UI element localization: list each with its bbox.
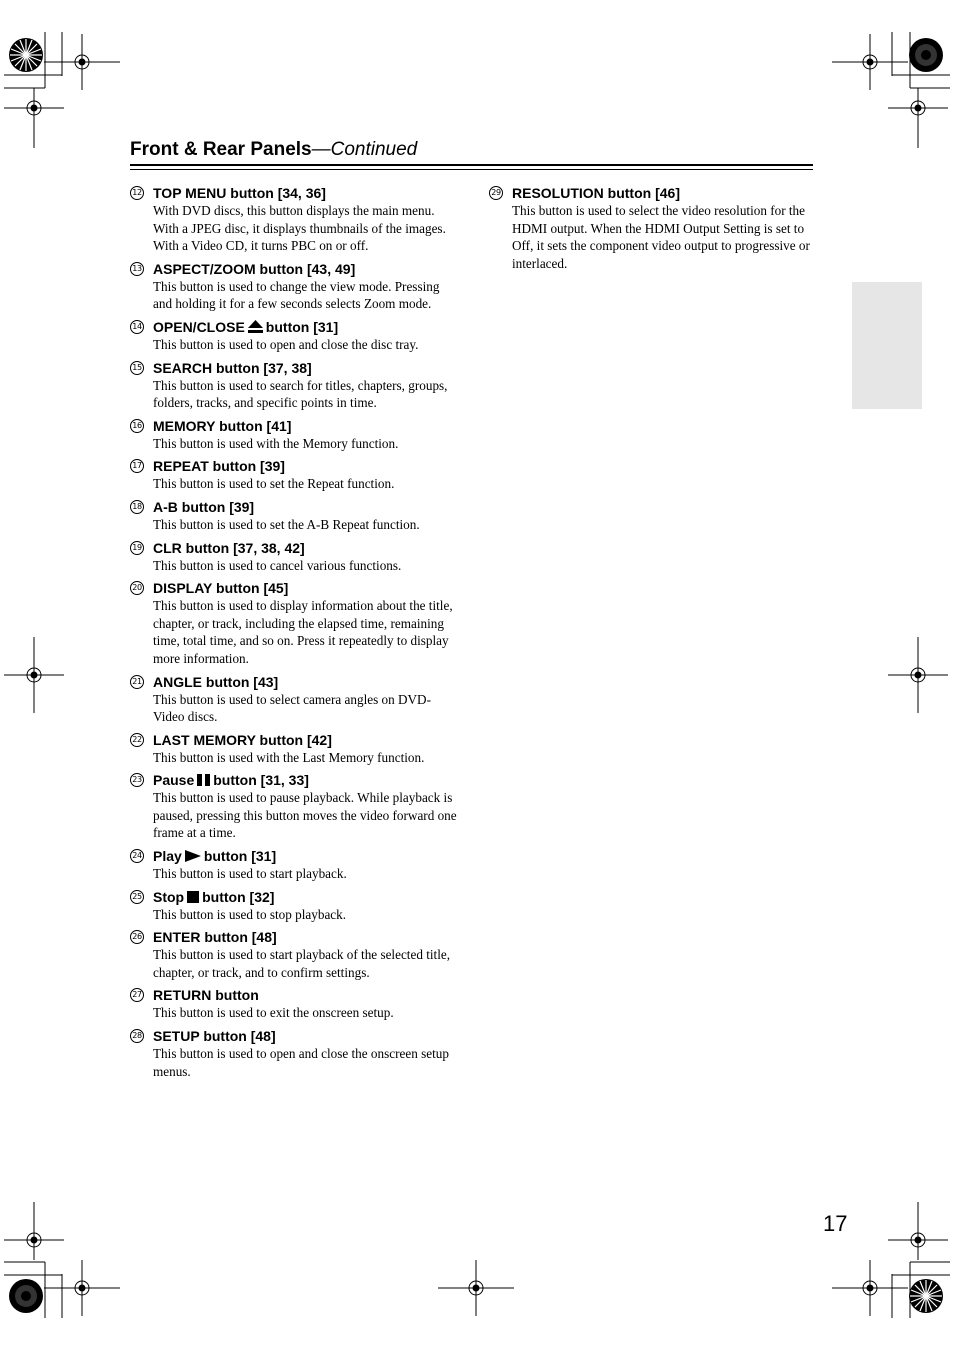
eject-icon: [248, 320, 263, 333]
list-item: [130, 498, 460, 534]
item-number: 24: [130, 849, 144, 863]
item-label-suffix: button [31]: [203, 848, 277, 865]
list-item: [130, 318, 460, 354]
item-label-suffix: button [31]: [265, 318, 339, 335]
item-label-suffix: button [31, 33]: [213, 772, 309, 789]
item-label: Pause: [153, 772, 195, 789]
item-number: 26: [130, 930, 144, 944]
crosshair-mark: [4, 88, 64, 148]
item-label: ENTER button [48]: [153, 929, 277, 946]
list-item: [130, 771, 460, 842]
list-item: [130, 260, 460, 313]
item-title: [153, 847, 460, 865]
item-number: 28: [130, 1029, 144, 1043]
item-label-suffix: button [32]: [202, 888, 275, 905]
item-title: [153, 318, 460, 336]
starburst-mark-top-left: [9, 38, 43, 72]
item-title: [153, 771, 460, 789]
header-rule-thin: [130, 169, 813, 170]
item-number: 12: [130, 186, 144, 200]
item-number: 23: [130, 773, 144, 787]
item-label: CLR button [37, 38, 42]: [153, 539, 305, 556]
right-column: [489, 184, 817, 277]
crosshair-mark: [438, 1260, 514, 1316]
item-number: 14: [130, 320, 144, 334]
item-number: 20: [130, 581, 144, 595]
item-title: [153, 888, 460, 906]
side-tab: [852, 282, 922, 409]
crosshair-mark: [44, 34, 120, 90]
item-label: Play: [153, 848, 182, 865]
item-number: 17: [130, 459, 144, 473]
item-description: This button is used to select the video resolution for the HDMI output. When the HDMI Output Setting is set to Off, it sets the component video output to progressive or interlaced.: [512, 203, 810, 271]
item-number: 22: [130, 733, 144, 747]
left-column: [130, 184, 460, 1085]
item-description: This button is used to set the Repeat function.: [153, 476, 395, 492]
item-title: [153, 731, 460, 749]
item-label: DISPLAY button [45]: [153, 580, 289, 597]
item-title: [153, 928, 460, 946]
list-item: [130, 986, 460, 1022]
header-rule: [130, 164, 813, 166]
crosshair-mark: [44, 1260, 120, 1316]
item-title: [153, 986, 460, 1004]
item-description: This button is used to set the A-B Repeat function.: [153, 516, 420, 532]
play-icon: [185, 850, 201, 862]
list-item: [130, 1027, 460, 1080]
item-label: MEMORY button [41]: [153, 417, 292, 434]
item-title: [153, 457, 460, 475]
item-description: This button is used to start playback.: [153, 866, 347, 882]
list-item: [130, 457, 460, 493]
list-item: [130, 184, 460, 255]
item-number: 25: [130, 890, 144, 904]
item-description: This button is used to exit the onscreen setup.: [153, 1005, 394, 1021]
list-item: [489, 184, 817, 272]
crosshair-mark: [888, 88, 948, 148]
starburst-mark-top-right: [909, 38, 943, 72]
item-title: [153, 498, 460, 516]
item-title: [153, 579, 460, 597]
item-label: Stop: [153, 888, 185, 905]
item-description: This button is used with the Memory function.: [153, 435, 399, 451]
item-description: This button is used to pause playback. While playback is paused, pressing this button moves the video forward one frame at a time.: [153, 790, 457, 841]
pause-icon: [197, 774, 210, 786]
item-description: This button is used to open and close the disc tray.: [153, 336, 419, 352]
item-title: [153, 1027, 460, 1045]
item-description: This button is used to stop playback.: [153, 906, 347, 922]
section-header: [130, 138, 813, 172]
item-number: 18: [130, 500, 144, 514]
crosshair-mark: [888, 1202, 948, 1260]
item-label: TOP MENU button [34, 36]: [153, 185, 326, 201]
section-title: [130, 138, 417, 162]
item-title: [153, 417, 460, 435]
item-description: This button is used to search for titles, chapters, groups, folders, tracks, and specific points in time.: [153, 377, 448, 411]
list-item: [130, 359, 460, 412]
item-description: This button is used to start playback of the selected title, chapter, or track, and to confirm settings.: [153, 947, 451, 980]
item-title: [153, 184, 460, 202]
crosshair-mark: [888, 637, 948, 713]
item-label: ASPECT/ZOOM button [43, 49]: [153, 260, 356, 277]
list-item: [130, 888, 460, 924]
item-description: With DVD discs, this button displays the main menu. With a JPEG disc, it displays thumbnails of the images. With a Video CD, it turns PBC on or off.: [153, 203, 446, 254]
item-number: 13: [130, 262, 144, 276]
item-title: [153, 673, 460, 691]
list-item: [130, 928, 460, 981]
item-label: A-B button [39]: [153, 498, 255, 515]
item-label: SEARCH button [37, 38]: [153, 359, 312, 376]
item-label: RESOLUTION button [46]: [512, 185, 680, 201]
starburst-mark-bottom-left: [9, 1279, 43, 1313]
item-number: 16: [130, 419, 144, 433]
list-item: [130, 417, 460, 453]
item-description: This button is used with the Last Memory function.: [153, 749, 425, 765]
item-number: 29: [489, 186, 503, 200]
item-label: SETUP button [48]: [153, 1028, 276, 1045]
crosshair-mark: [4, 1202, 64, 1260]
item-number: 15: [130, 361, 144, 375]
list-item: [130, 673, 460, 726]
list-item: [130, 539, 460, 575]
list-item: [130, 731, 460, 767]
crosshair-mark: [4, 637, 64, 713]
item-number: 27: [130, 988, 144, 1002]
stop-icon: [187, 891, 199, 903]
list-item: [130, 847, 460, 883]
item-title: [153, 539, 460, 557]
crosshair-mark: [832, 1260, 908, 1316]
crosshair-mark: [832, 34, 908, 90]
item-label: ANGLE button [43]: [153, 673, 279, 690]
item-description: This button is used to open and close the onscreen setup menus.: [153, 1046, 449, 1079]
section-title-text: Front & Rear Panels: [130, 139, 312, 160]
item-number: 21: [130, 675, 144, 689]
item-title: [153, 359, 460, 377]
item-description: This button is used to display information about the title, chapter, or track, including the elapsed time, remaining time, total time, and so on. Press it repeatedly to display more information.: [153, 598, 453, 666]
item-label: LAST MEMORY button [42]: [153, 731, 332, 748]
item-title: [153, 260, 460, 278]
page-number: 17: [823, 1211, 848, 1236]
item-label: OPEN/CLOSE: [153, 318, 245, 335]
item-title: [512, 184, 817, 202]
item-label: REPEAT button [39]: [153, 458, 285, 475]
list-item: [130, 579, 460, 667]
item-description: This button is used to change the view mode. Pressing and holding it for a few seconds selects Zoom mode.: [153, 278, 440, 312]
item-description: This button is used to cancel various functions.: [153, 557, 402, 573]
section-subtitle: —Continued: [311, 139, 418, 160]
starburst-mark-bottom-right: [909, 1279, 943, 1313]
item-description: This button is used to select camera angles on DVD-Video discs.: [153, 691, 431, 725]
item-number: 19: [130, 541, 144, 555]
item-label: RETURN button: [153, 987, 259, 1004]
